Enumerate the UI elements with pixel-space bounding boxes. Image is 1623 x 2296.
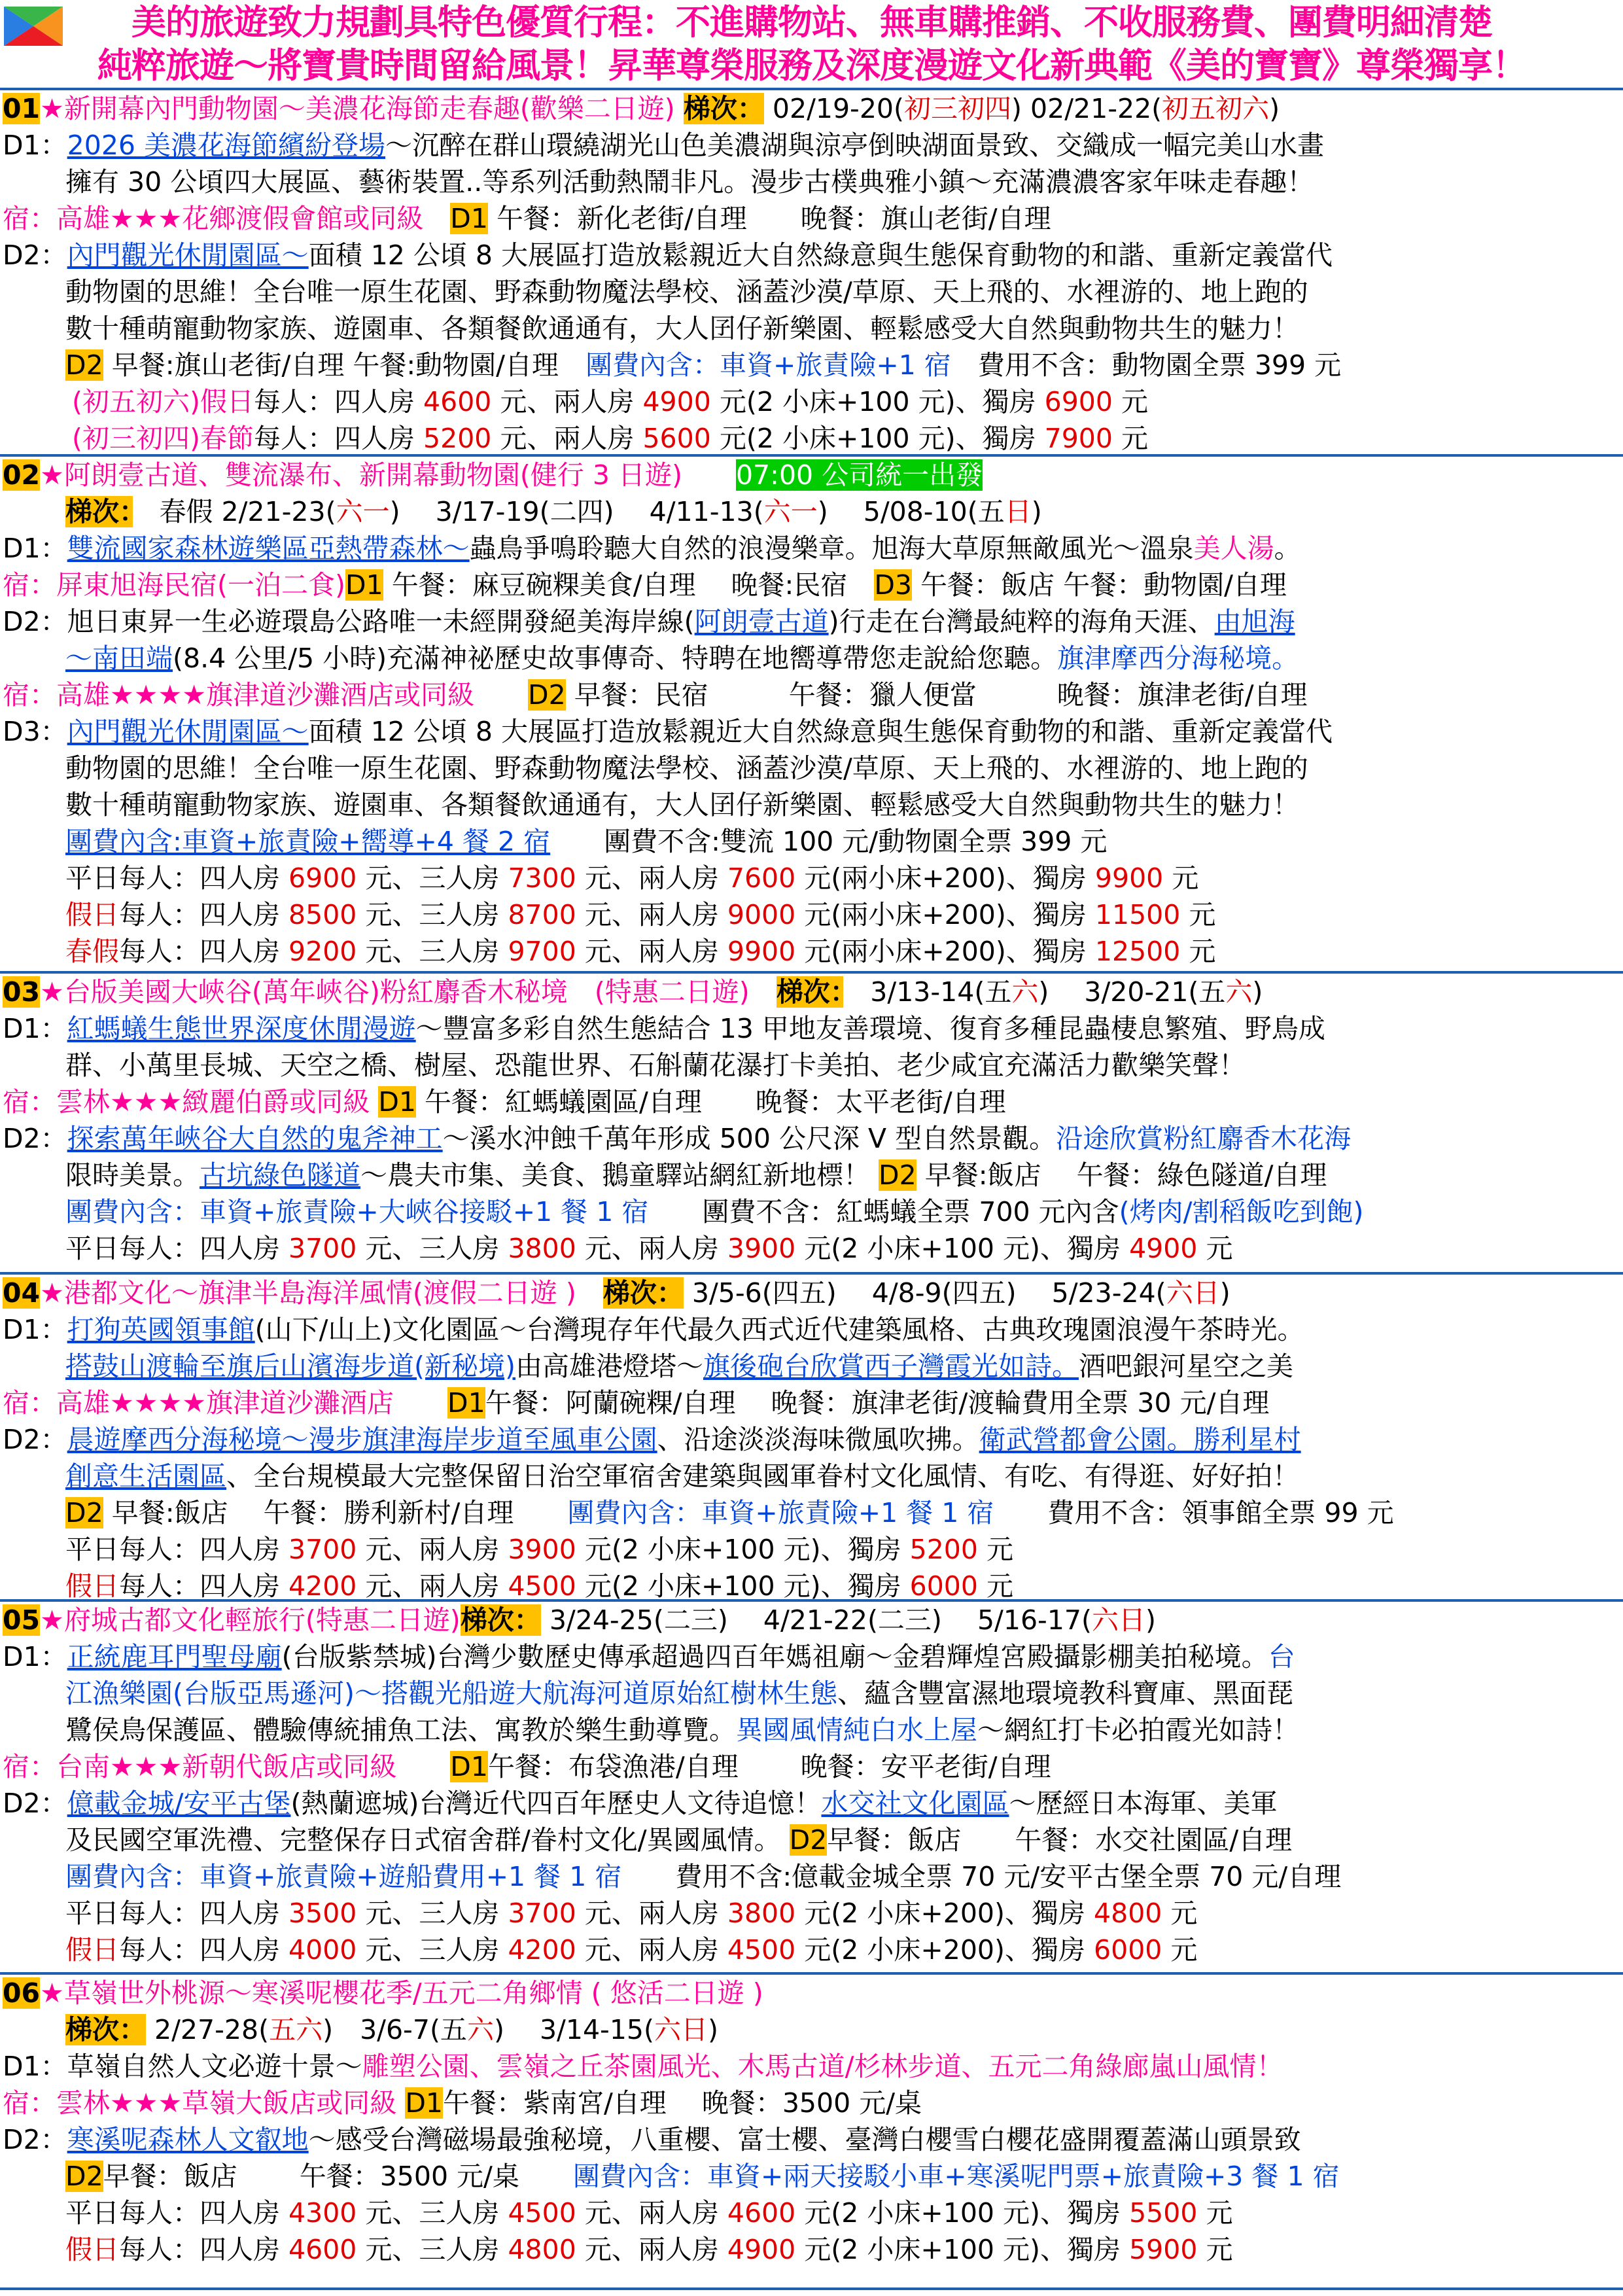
day1-line-2: 江漁樂園(台版亞馬遜河)～搭觀光船遊大航海河道原始紅樹林生態、蘊含豐富濕地環境教科寶庫、黑面琵 bbox=[65, 1678, 1293, 1709]
day-tag: D2 bbox=[65, 349, 103, 381]
tour-number: 05 bbox=[3, 1604, 41, 1636]
stay-line-2: 宿：高雄★★★★旗津道沙灘酒店或同級 D2 早餐：民宿 午餐：獵人便當 晚餐：旗津老街/自理 bbox=[3, 679, 1308, 711]
highlight: 2026 美濃花海節繽紛登場 bbox=[67, 130, 386, 161]
highlight: 江漁樂園(台版亞馬遜河)～搭觀光船遊大航海河道原始紅樹林生態 bbox=[65, 1678, 837, 1709]
stay: 宿：高雄★★★花鄉渡假會館或同級 bbox=[3, 203, 424, 234]
schedule-dates: 02/19-20(初三初四) 02/21-22(初五初六) bbox=[763, 93, 1280, 124]
tour-header-02 bbox=[3, 457, 983, 493]
schedule-label: 梯次： bbox=[65, 496, 133, 527]
stay-line: 宿：雲林★★★草嶺大飯店或同級 D1午餐：紫南宮/自理 晚餐：3500 元/桌 bbox=[3, 2087, 922, 2119]
highlight: 晨遊摩西分海秘境～漫步旗津海岸步道至風車公園 bbox=[67, 1424, 657, 1455]
highlight: 旗津摩西分海秘境。 bbox=[1057, 643, 1299, 674]
day2-line-2: 限時美景。古坑綠色隧道～農夫市集、美食、鵝童驛站網紅新地標！ D2 早餐:飯店 午餐：綠色隧道/自理 bbox=[65, 1159, 1327, 1191]
day2-line: D2：旭日東昇一生必遊環島公路唯一未經開發絕美海岸線(阿朗壹古道)行走在台灣最純粹的海角天涯、由旭海 bbox=[3, 606, 1295, 637]
day-tag: D1 bbox=[450, 203, 488, 234]
special-tag: (特惠二日遊) bbox=[594, 976, 750, 1008]
price-tag: (初五初六)假日 bbox=[72, 386, 254, 417]
tour-number: 01 bbox=[3, 93, 41, 124]
highlight: 由旭海 bbox=[1214, 606, 1295, 637]
highlight: 雕塑公園、雲嶺之丘茶園風光、木馬古道/杉林步道、五元二角綠廊嵐山風情！ bbox=[362, 2051, 1283, 2082]
highlight: 創意生活園區 bbox=[65, 1460, 226, 1492]
highlight: 異國風情純白水上屋 bbox=[736, 1714, 977, 1746]
stay: 宿：高雄★★★★旗津道沙灘酒店 bbox=[3, 1387, 394, 1419]
price-tag: 假日 bbox=[65, 1570, 119, 1602]
tour-header-05: 05★府城古都文化輕旅行(特惠二日遊)梯次： 3/24-25(二三) 4/21-22(二三) 5/16-17(六日) bbox=[3, 1604, 1156, 1636]
stay: 宿：屏東旭海民宿(一泊二食) bbox=[3, 569, 345, 601]
day2-line: D2：寒溪呢森林人文叡地～感受台灣磁場最強秘境，八重櫻、富士櫻、臺灣白櫻雪白櫻花盛開覆蓋滿山頭景致 bbox=[3, 2124, 1301, 2155]
highlight: 旗後砲台欣賞西子灣霞光如詩。 bbox=[703, 1351, 1079, 1382]
price-tag: 假日 bbox=[65, 899, 119, 930]
day2-meals: D2 早餐:飯店 午餐：勝利新村/自理 團費內含：車資+旅責險+1 餐 1 宿 費用不含：領事館全票 99 元 bbox=[65, 1497, 1394, 1528]
tour-header-01 bbox=[3, 90, 1280, 127]
day-tag: D1 bbox=[447, 1387, 485, 1419]
fee-line: 團費內含：車資+旅責險+遊船費用+1 餐 1 宿 費用不含:億載金城全票 70 元/安平古堡全票 70 元/自理 bbox=[65, 1861, 1342, 1892]
day-tag: D3 bbox=[874, 569, 913, 601]
day2-meals: D2早餐：飯店 午餐：3500 元/桌 團費內含：車資+兩天接駁小車+寒溪呢門票+旅責險+3 餐 1 宿 bbox=[65, 2161, 1340, 2192]
includes: 團費內含：車資+旅責險+1 宿 bbox=[585, 349, 951, 381]
day-tag: D2 bbox=[879, 1159, 916, 1191]
slogan-line-1: 美的旅遊致力規劃具特色優質行程：不進購物站、無車購推銷、不收服務費、團費明細清楚 bbox=[131, 3, 1492, 43]
day-tag: D2 bbox=[528, 679, 566, 711]
stay-line: 宿：高雄★★★花鄉渡假會館或同級 D1 午餐：新化老街/自理 晚餐：旗山老街/自理 bbox=[3, 203, 1051, 234]
tour-number: 02 bbox=[3, 459, 41, 491]
highlight: 內門觀光休閒園區～ bbox=[67, 716, 309, 747]
tour-title: ★港都文化～旗津半島海洋風情(渡假二日遊 ) bbox=[40, 1277, 576, 1309]
day1-line-2: 群、小萬里長城、天空之橋、樹屋、恐龍世界、石斛蘭花瀑打卡美拍、老少咸宜充滿活力歡樂笑聲！ bbox=[65, 1050, 1246, 1081]
price-tag: (初三初四)春節 bbox=[72, 423, 254, 454]
includes: 團費內含：車資+兩天接駁小車+寒溪呢門票+旅責險+3 餐 1 宿 bbox=[572, 2161, 1340, 2192]
day1-line-2: 擁有 30 公頃四大展區、藝術裝置..等系列活動熱鬧非凡。漫步古樸典雅小鎮～充滿濃濃客家年味走春趣！ bbox=[65, 166, 1314, 198]
departure-note: 07:00 公司統一出發 bbox=[735, 459, 983, 491]
price-line-1: 平日每人：四人房 3700 元、三人房 3800 元、兩人房 3900 元(2 小床+100 元)、獨房 4900 元 bbox=[65, 1233, 1233, 1264]
price-line-1: 平日每人：四人房 4300 元、三人房 4500 元、兩人房 4600 元(2 小床+100 元)、獨房 5500 元 bbox=[65, 2197, 1233, 2229]
price-line-2: 假日每人：四人房 8500 元、三人房 8700 元、兩人房 9000 元(兩小床+200)、獨房 11500 元 bbox=[65, 899, 1216, 930]
day2-line-3: 數十種萌寵動物家族、遊園車、各類餐飲通通有，大人囝仔新樂園、輕鬆感受大自然與動物共生的魅力！ bbox=[65, 313, 1299, 344]
price-line-2: 假日每人：四人房 4600 元、三人房 4800 元、兩人房 4900 元(2 小床+100 元)、獨房 5900 元 bbox=[65, 2234, 1233, 2265]
schedule-label: 梯次： bbox=[65, 2014, 146, 2045]
price-line-2: 假日每人：四人房 4200 元、兩人房 4500 元(2 小床+100 元)、獨房 6000 元 bbox=[65, 1570, 1014, 1602]
day1-line: D1：正統鹿耳門聖母廟(台版紫禁城)台灣少數歷史傳承超過四百年媽祖廟～金碧輝煌宮殿攝影棚美拍秘境。台 bbox=[3, 1641, 1295, 1672]
day1-line: D1：紅螞蟻生態世界深度休閒漫遊～豐富多彩自然生態結合 13 甲地友善環境、復育多種昆蟲棲息繁殖、野鳥成 bbox=[3, 1013, 1325, 1044]
day3-line: D3：內門觀光休閒園區～面積 12 公頃 8 大展區打造放鬆親近大自然綠意與生態保育動物的和諧、重新定義當代 bbox=[3, 716, 1333, 747]
price-line-1: 平日每人：四人房 6900 元、三人房 7300 元、兩人房 7600 元(兩小床+200)、獨房 9900 元 bbox=[65, 862, 1199, 894]
tour-number: 04 bbox=[3, 1277, 41, 1309]
highlight: (烤肉/割稻飯吃到飽) bbox=[1119, 1196, 1364, 1227]
tour-header-03: 03★台版美國大峽谷(萬年峽谷)粉紅麝香木秘境 (特惠二日遊) 梯次： 3/13-14(五六) 3/20-21(五六) bbox=[3, 976, 1263, 1008]
price-line-1: 平日每人：四人房 3500 元、三人房 3700 元、兩人房 3800 元(2 小床+200)、獨房 4800 元 bbox=[65, 1898, 1198, 1929]
includes: 團費內含：車資+旅責險+遊船費用+1 餐 1 宿 bbox=[65, 1861, 622, 1892]
highlight: 紅螞蟻生態世界深度休閒漫遊 bbox=[67, 1013, 416, 1044]
day2-line-2: ～南田端(8.4 公里/5 小時)充滿神祕歷史故事傳奇、特聘在地嚮導帶您走說給您聽。旗津摩西分海秘境。 bbox=[65, 643, 1299, 674]
highlight: 阿朗壹古道 bbox=[694, 606, 829, 637]
day1-line: D1：2026 美濃花海節繽紛登場～沉醉在群山環繞湖光山色美濃湖與涼亭倒映湖面景致、交織成一幅完美山水畫 bbox=[3, 130, 1325, 161]
schedule-label: 梯次： bbox=[776, 976, 844, 1008]
day3-line-3: 數十種萌寵動物家族、遊園車、各類餐飲通通有，大人囝仔新樂園、輕鬆感受大自然與動物共生的魅力！ bbox=[65, 789, 1299, 821]
tour-title: ★台版美國大峽谷(萬年峽谷)粉紅麝香木秘境 bbox=[40, 976, 568, 1008]
stay-line: 宿：雲林★★★緻麗伯爵或同級 D1 午餐：紅螞蟻園區/自理 晚餐：太平老街/自理 bbox=[3, 1086, 1006, 1118]
highlight: 搭鼓山渡輪至旗后山濱海步道(新秘境) bbox=[65, 1351, 515, 1382]
tour-title: ★阿朗壹古道、雙流瀑布、新開幕動物園(健行 3 日遊) bbox=[40, 459, 682, 491]
highlight: 水交社文化園區 bbox=[821, 1788, 1009, 1819]
schedule-label: 梯次： bbox=[460, 1604, 541, 1636]
highlight: 衛武營都會公園。勝利星村 bbox=[979, 1424, 1301, 1455]
price-tag: 假日 bbox=[65, 2234, 119, 2265]
stay: 宿：雲林★★★緻麗伯爵或同級 bbox=[3, 1086, 370, 1118]
tour-number: 03 bbox=[3, 976, 41, 1008]
highlight: 雙流國家森林遊樂區亞熱帶森林～ bbox=[67, 533, 470, 564]
day2-meals: D2 早餐:旗山老街/自理 午餐:動物園/自理 團費內含：車資+旅責險+1 宿 費用不含：動物園全票 399 元 bbox=[65, 349, 1342, 381]
schedule-line: 梯次： 2/27-28(五六) 3/6-7(五六) 3/14-15(六日) bbox=[65, 2014, 718, 2045]
day-tag: D2 bbox=[65, 1497, 103, 1528]
day-tag: D2 bbox=[65, 2161, 103, 2192]
highlight: 內門觀光休閒園區～ bbox=[67, 239, 309, 271]
day-tag: D1 bbox=[378, 1086, 416, 1118]
stay: 宿：台南★★★新朝代飯店或同級 bbox=[3, 1751, 397, 1782]
stay: 宿：高雄★★★★旗津道沙灘酒店或同級 bbox=[3, 679, 475, 711]
tour-title: ★草嶺世外桃源～寒溪呢櫻花季/五元二角鄉情 ( 悠活二日遊 ) bbox=[40, 1977, 763, 2009]
price-line-2: (初三初四)春節每人：四人房 5200 元、兩人房 5600 元(2 小床+100 元)、獨房 7900 元 bbox=[72, 423, 1149, 454]
tour-header-06 bbox=[3, 1975, 763, 2011]
fee-line: 團費內含：車資+旅責險+大峽谷接駁+1 餐 1 宿 團費不含：紅螞蟻全票 700 元內含(烤肉/割稻飯吃到飽) bbox=[65, 1196, 1364, 1227]
stay-line: 宿：高雄★★★★旗津道沙灘酒店 D1午餐：阿蘭碗粿/自理 晚餐：旗津老街/渡輪費用全票 30 元/自理 bbox=[3, 1387, 1270, 1419]
day3-line-2: 動物園的思維！全台唯一原生花園、野森動物魔法學校、涵蓋沙漠/草原、天上飛的、水裡游的、地上跑的 bbox=[65, 752, 1308, 784]
tour-header-04: 04★港都文化～旗津半島海洋風情(渡假二日遊 ) 梯次： 3/5-6(四五) 4/8-9(四五) 5/23-24(六日) bbox=[3, 1277, 1230, 1309]
highlight: 正統鹿耳門聖母廟 bbox=[67, 1641, 282, 1672]
schedule-label: 梯次： bbox=[683, 93, 764, 124]
price-tag: 春假 bbox=[65, 936, 119, 967]
day1-line-3: 鷺侯鳥保護區、體驗傳統捕魚工法、寓教於樂生動導覽。異國風情純白水上屋～網紅打卡必拍霞光如詩！ bbox=[65, 1714, 1299, 1746]
day2-line: D2：晨遊摩西分海秘境～漫步旗津海岸步道至風車公園、沿途淡淡海味微風吹拂。衛武營都會公園。勝利星村 bbox=[3, 1424, 1301, 1455]
highlight: 億載金城/安平古堡 bbox=[67, 1788, 291, 1819]
highlight: 沿途欣賞粉紅麝香木花海 bbox=[1056, 1123, 1352, 1154]
tour-title: ★府城古都文化輕旅行(特惠二日遊) bbox=[40, 1604, 461, 1636]
highlight: 探索萬年峽谷大自然的鬼斧神工 bbox=[67, 1123, 443, 1154]
tour-title: ★新開幕內門動物園～美濃花海節走春趣(歡樂二日遊) bbox=[40, 93, 675, 124]
day1-line: D1：草嶺自然人文必遊十景～雕塑公園、雲嶺之丘茶園風光、木馬古道/杉林步道、五元二角綠廊嵐山風情！ bbox=[3, 2051, 1283, 2082]
highlight: 台 bbox=[1268, 1641, 1295, 1672]
highlight: 寒溪呢森林人文叡地 bbox=[67, 2124, 309, 2155]
price-line-1: (初五初六)假日每人：四人房 4600 元、兩人房 4900 元(2 小床+100 元)、獨房 6900 元 bbox=[72, 386, 1149, 417]
price-tag: 假日 bbox=[65, 1934, 119, 1966]
day2-line: D2：探索萬年峽谷大自然的鬼斧神工～溪水沖蝕千萬年形成 500 公尺深 V 型自然景觀。沿途欣賞粉紅麝香木花海 bbox=[3, 1123, 1352, 1154]
day2-line: D2：內門觀光休閒園區～面積 12 公頃 8 大展區打造放鬆親近大自然綠意與生態保育動物的和諧、重新定義當代 bbox=[3, 239, 1333, 271]
price-line-1: 平日每人：四人房 3700 元、兩人房 3900 元(2 小床+100 元)、獨房 5200 元 bbox=[65, 1534, 1014, 1565]
highlight: 古坑綠色隧道 bbox=[200, 1159, 360, 1191]
day2-line: D2：億載金城/安平古堡(熱蘭遮城)台灣近代四百年歷史人文待追憶！水交社文化園區～歷經日本海軍、美軍 bbox=[3, 1788, 1278, 1819]
highlight: 美人湯 bbox=[1193, 533, 1274, 564]
slogan-line-2: 純粹旅遊～將寶貴時間留給風景！昇華尊榮服務及深度漫遊文化新典範《美的寶寶》尊榮獨享！ bbox=[97, 46, 1526, 86]
stay: 宿：雲林★★★草嶺大飯店或同級 bbox=[3, 2087, 397, 2119]
schedule-line: 梯次： 春假 2/21-23(六一) 3/17-19(二四) 4/11-13(六一) 5/08-10(五日) bbox=[65, 496, 1042, 527]
day1-line: D1：打狗英國領事館(山下/山上)文化園區～台灣現存年代最久西式近代建築風格、古典玫瑰園浪漫午茶時光。 bbox=[3, 1314, 1304, 1345]
bottom-rule bbox=[0, 2287, 1623, 2290]
stay-line: 宿：台南★★★新朝代飯店或同級 D1午餐：布袋漁港/自理 晚餐：安平老街/自理 bbox=[3, 1751, 1051, 1782]
day-tag: D1 bbox=[450, 1751, 488, 1782]
highlight: 打狗英國領事館 bbox=[67, 1314, 255, 1345]
includes: 團費內含：車資+旅責險+1 餐 1 宿 bbox=[567, 1497, 994, 1528]
day1-line: D1：雙流國家森林遊樂區亞熱帶森林～蟲鳥爭鳴聆聽大自然的浪漫樂章。旭海大草原無敵風光～溫泉美人湯。 bbox=[3, 533, 1301, 564]
highlight: ～南田端 bbox=[65, 643, 173, 674]
stay-line-1: 宿：屏東旭海民宿(一泊二食)D1 午餐：麻豆碗粿美食/自理 晚餐:民宿 D3 午餐：飯店 午餐：動物園/自理 bbox=[3, 569, 1287, 601]
day2-line-2: 動物園的思維！全台唯一原生花園、野森動物魔法學校、涵蓋沙漠/草原、天上飛的、水裡游的、地上跑的 bbox=[65, 276, 1308, 308]
price-line-3: 春假每人：四人房 9200 元、三人房 9700 元、兩人房 9900 元(兩小床+200)、獨房 12500 元 bbox=[65, 936, 1216, 967]
tour-number: 06 bbox=[3, 1977, 41, 2009]
schedule-label: 梯次： bbox=[602, 1277, 684, 1309]
day2-line-2: 創意生活園區、全台規模最大完整保留日治空軍宿舍建築與國軍眷村文化風情、有吃、有得逛、好好拍！ bbox=[65, 1460, 1299, 1492]
price-line-2: 假日每人：四人房 4000 元、三人房 4200 元、兩人房 4500 元(2 小床+200)、獨房 6000 元 bbox=[65, 1934, 1198, 1966]
fee-line: 團費內含:車資+旅責險+嚮導+4 餐 2 宿 團費不含:雙流 100 元/動物園全票 399 元 bbox=[65, 826, 1108, 857]
header bbox=[0, 0, 1623, 92]
includes: 團費內含:車資+旅責險+嚮導+4 餐 2 宿 bbox=[65, 826, 551, 857]
day-tag: D2 bbox=[789, 1824, 828, 1856]
day-tag: D1 bbox=[405, 2087, 443, 2119]
day-tag: D1 bbox=[345, 569, 383, 601]
day2-line-2: 及民國空軍洗禮、完整保存日式宿舍群/眷村文化/異國風情。 D2早餐：飯店 午餐：水交社園區/自理 bbox=[65, 1824, 1293, 1856]
includes: 團費內含：車資+旅責險+大峽谷接駁+1 餐 1 宿 bbox=[65, 1196, 649, 1227]
day1-line-2: 搭鼓山渡輪至旗后山濱海步道(新秘境)由高雄港燈塔～旗後砲台欣賞西子灣霞光如詩。酒吧銀河星空之美 bbox=[65, 1351, 1293, 1382]
